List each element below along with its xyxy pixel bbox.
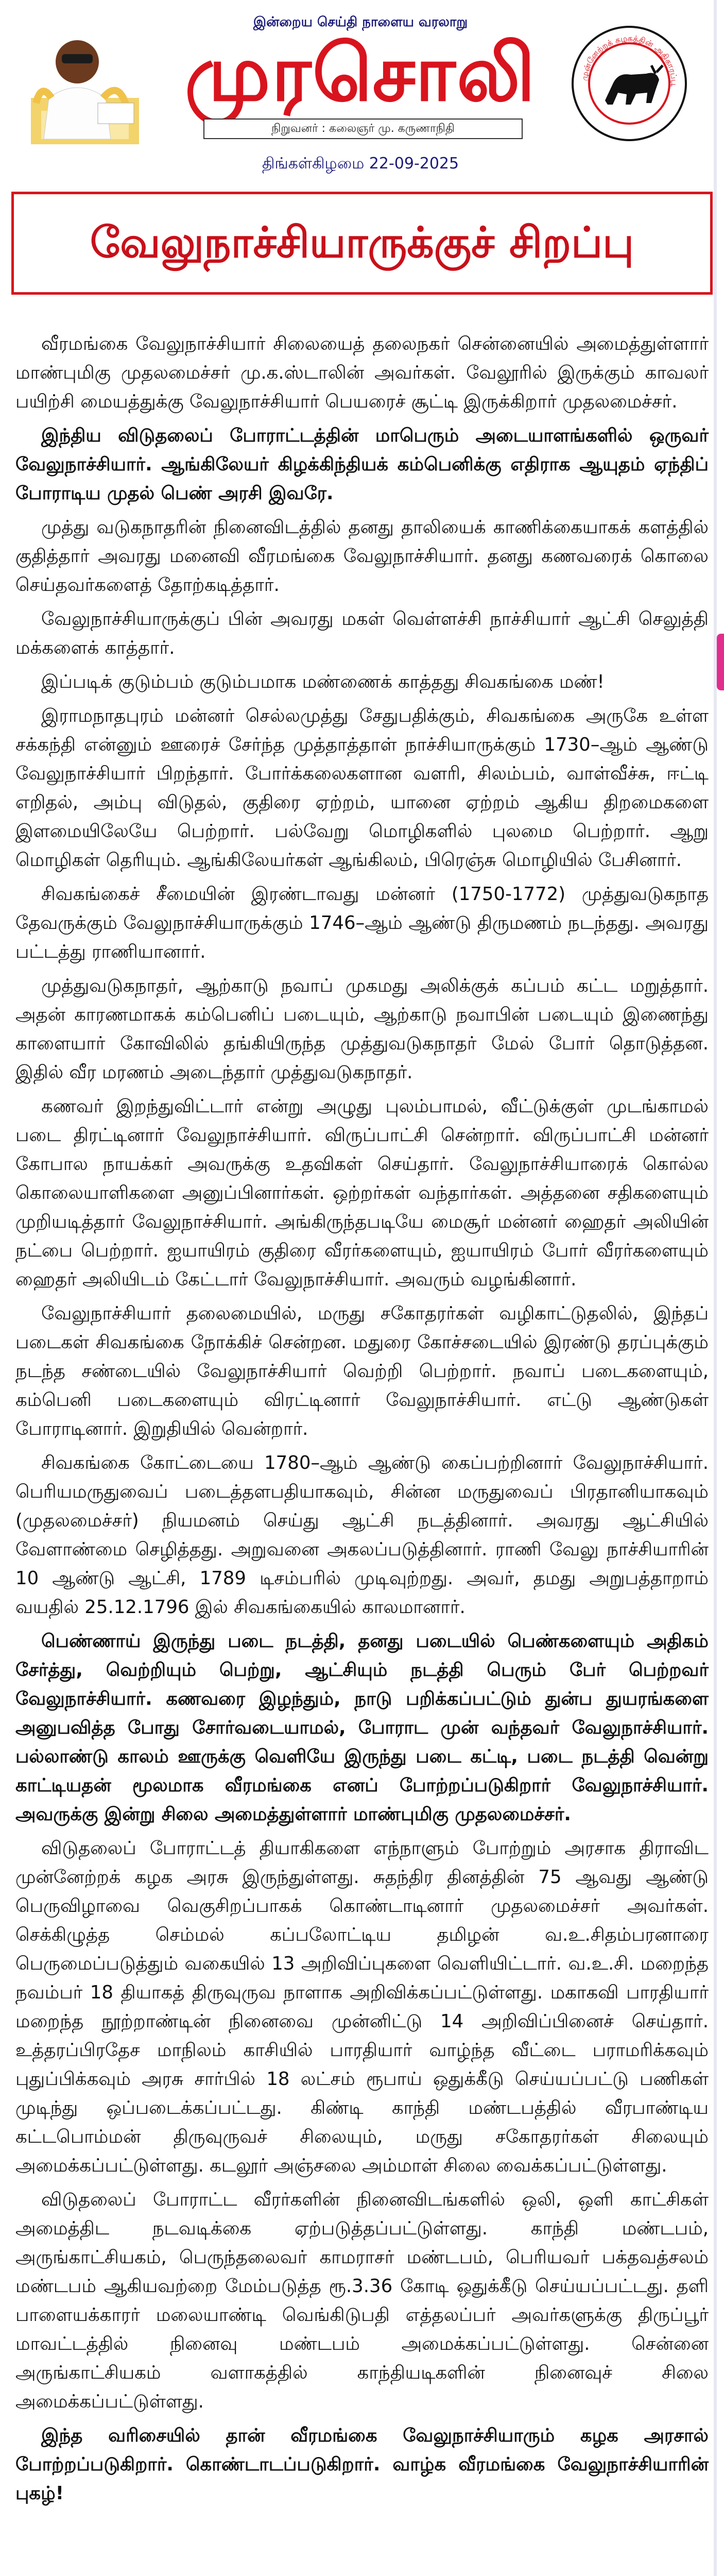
article-paragraph: இப்படிக் குடும்பம் குடும்பமாக மண்ணைக் காத்தது சிவகங்கை மண்!: [41, 671, 605, 692]
article-paragraph: பெண்ணாய் இருந்து படை நடத்தி, தனது படையில் பெண்களையும் அதிகம் சேர்த்து, வெற்றியும் பெற்று, ஆட்சியும் நடத்தி பெரும் பேர் பெற்றவர் வேலுநாச்சியார். கணவரை இழந்தும், நாடு பறிக்கப்பட்டும் துன்ப துயரங்களை அனுபவித்த போது சோர்வடையாமல், போராட முன் வந்தவர் வேலுநாச்சியார். பல்லாண்டு காலம் ஊருக்கு வெளியே இருந்து படை கட்டி, படை நடத்தி வென்று காட்டியதன் மூலமாக வீரமங்கை எனப் போற்றப்படுகிறார் வேலுநாச்சியார். அவருக்கு இன்று சிலை அமைத்துள்ளார் மாண்புமிகு முதலமைச்சர்.: [15, 1631, 709, 1825]
headline: வேலுநாச்சியாருக்குச் சிறப்பு: [90, 218, 634, 267]
article-paragraph: கணவர் இறந்துவிட்டார் என்று அழுது புலம்பாமல், வீட்டுக்குள் முடங்காமல் படை திரட்டினார் வேலுநாச்சியார். விருப்பாட்சி சென்றார். விருப்பாட்சி மன்னர் கோபால நாயக்கர் அவருக்கு உதவிகள் செய்தார். வேலுநாச்சியாரைக் கொல்ல கொலையாளிகளை அனுப்பினார்கள். ஒற்றர்கள் வந்தார்கள். அத்தனை சதிகளையும் முறியடித்தார் வேலுநாச்சியார். அங்கிருந்தபடியே மைசூர் மன்னர் ஹைதர் அலியின் நட்பை பெற்றார். ஐயாயிரம் குதிரை வீரர்களையும், ஐயாயிரம் போர் வீரர்களையும் ஹைதர் அலியிடம் கேட்டார் வேலுநாச்சியார். அவரும் வழங்கினார்.: [15, 1096, 709, 1290]
article-paragraph: இந்த வரிசையில் தான் வீரமங்கை வேலுநாச்சியாரும் கழக அரசால் போற்றப்படுகிறார். கொண்டாடப்படுகிறார். வாழ்க வீரமங்கை வேலுநாச்சியாரின் புகழ்!: [15, 2425, 709, 2504]
article-paragraph: இந்திய விடுதலைப் போராட்டத்தின் மாபெரும் அடையாளங்களில் ஒருவர் வேலுநாச்சியார். ஆங்கிலேயர் கிழக்கிந்தியக் கம்பெனிக்கு எதிராக ஆயுதம் ஏந்திப் போராடிய முதல் பெண் அரசி இவரே.: [15, 425, 709, 504]
article-paragraph: சிவகங்கை கோட்டையை 1780–ஆம் ஆண்டு கைப்பற்றினார் வேலுநாச்சியார். பெரியமருதுவைப் படைத்தளபதியாகவும், சின்ன மருதுவைப் பிரதானியாகவும் (முதலமைச்சர்) நியமனம் செய்து ஆட்சி நடத்தினார். அவரது ஆட்சியில் வேளாண்மை செழித்தது. அறுவனை அகலப்படுத்தினார். ராணி வேலு நாச்சியாரின் 10 ஆண்டு ஆட்சி, 1789 டிசம்பரில் முடிவுற்றது. அவர், தமது அறுபத்தாறாம் வயதில் 25.12.1796 இல் சிவகங்கையில் காலமானார்.: [15, 1452, 709, 1618]
right-margin-line: [714, 0, 717, 2576]
article-paragraph: சிவகங்கைச் சீமையின் இரண்டாவது மன்னர் (1750-1772) முத்துவடுகநாத தேவருக்கும் வேலுநாச்சியாருக்கும் 1746–ஆம் ஆண்டு திருமணம் நடந்தது. அவரது பட்டத்து ராணியானார்.: [15, 884, 709, 962]
article-body: [15, 330, 709, 2513]
svg-text:திராவிட முன்னேற்றக் கழகத்தின்: முன்னேற்றக் கழகத்தின் அதிகாரப்பூ: [579, 33, 680, 87]
founder-portrait: [21, 21, 149, 149]
article-paragraph: விடுதலைப் போராட்ட வீரர்களின் நினைவிடங்களில் ஒலி, ஒளி காட்சிகள் அமைத்திட நடவடிக்கை ஏற்படுத்தப்பட்டுள்ளது. காந்தி மண்டபம், அருங்காட்சியகம், பெருந்தலைவர் காமராசர் மண்டபம், பெரியவர் பக்தவத்சலம் மண்டபம் ஆகியவற்றை மேம்படுத்த ரூ.3.36 கோடி ஒதுக்கீடு செய்யப்பட்டது. தளி பாளையக்காரர் மலையாண்டி வெங்கிடுபதி எத்தலப்பர் அவர்களுக்கு திருப்பூர் மாவட்டத்தில் நினைவு மண்டபம் அமைக்கப்பட்டுள்ளது. சென்னை அருங்காட்சியகம் வளாகத்தில் காந்தியடிகளின் நினைவுச் சிலை அமைக்கப்பட்டுள்ளது.: [15, 2189, 709, 2412]
masthead-title: முரசொலி: [184, 29, 537, 118]
article-paragraph: விடுதலைப் போராட்டத் தியாகிகளை எந்நாளும் போற்றும் அரசாக திராவிட முன்னேற்றக் கழக அரசு இருந்துள்ளது. சுதந்திர தினத்தின் 75 ஆவது ஆண்டு பெருவிழாவை வெகுசிறப்பாகக் கொண்டாடினார் முதலமைச்சர் அவர்கள். செக்கிழுத்த செம்மல் கப்பலோட்டிய தமிழன் வ.உ.சிதம்பரனாரை பெருமைப்படுத்தும் வகையில் 13 அறிவிப்புகளை வெளியிட்டார். வ.உ.சி. மறைந்த நவம்பர் 18 தியாகத் திருவுருவ நாளாக அறிவிக்கப்பட்டுள்ளது. மகாகவி பாரதியார் மறைந்த நூற்றாண்டின் நினைவை முன்னிட்டு 14 அறிவிப்பினைச் செய்தார். உத்தரப்பிரதேச மாநிலம் காசியில் பாரதியார் வாழ்ந்த வீட்டை பராமரிக்கவும் புதுப்பிக்கவும் அரசு சார்பில் 18 லட்சம் ரூபாய் ஒதுக்கீடு செய்யப்பட்டு பணிகள் முடிந்து ஒப்படைக்கப்பட்டது. கிண்டி காந்தி மண்டபத்தில் வீரபாண்டிய கட்டபொம்மன் திருவுருவச் சிலையும், மருது சகோதரர்கள் சிலையும் அமைக்கப்பட்டுள்ளது. கடலூர் அஞ்சலை அம்மாள் சிலை வைக்கப்பட்டுள்ளது.: [15, 1838, 709, 2176]
article-paragraph: இராமநாதபுரம் மன்னர் செல்லமுத்து சேதுபதிக்கும், சிவகங்கை அருகே உள்ள சக்கந்தி என்னும் ஊரைச் சேர்ந்த முத்தாத்தாள் நாச்சியாருக்கும் 1730–ஆம் ஆண்டு வேலுநாச்சியார் பிறந்தார். போர்க்கலைகளான வளரி, சிலம்பம், வாள்வீச்சு, ஈட்டி எறிதல், அம்பு விடுதல், குதிரை ஏற்றம், யானை ஏற்றம் ஆகிய திறமைகளை இளமையிலேயே பெற்றார். பல்வேறு மொழிகளில் புலமை பெற்றார். ஆறு மொழிகள் தெரியும். ஆங்கிலேயர்கள் ஆங்கிலம், பிரெஞ்சு மொழியில் பேசினார்.: [15, 705, 709, 871]
article-paragraph: வேலுநாச்சியார் தலைமையில், மருது சகோதரர்கள் வழிகாட்டுதலில், இந்தப் படைகள் சிவகங்கை நோக்கிச் சென்றன. மதுரை கோச்சடையில் இரண்டு தரப்புக்கும் நடந்த சண்டையில் வேலுநாச்சியார் வெற்றி பெற்றார். நவாப் படைகளையும், கம்பெனி படைகளையும் விரட்டினார் வேலுநாச்சியார். எட்டு ஆண்டுகள் போராடினார். இறுதியில் வென்றார்.: [15, 1303, 709, 1439]
side-tab: [717, 634, 724, 690]
issue-date: திங்கள்கிழமை 22-09-2025: [262, 155, 459, 173]
headline-box: [11, 192, 713, 295]
party-emblem: [569, 23, 690, 144]
article-paragraph: வீரமங்கை வேலுநாச்சியார் சிலையைத் தலைநகர் சென்னையில் அமைத்துள்ளார் மாண்புமிகு முதலமைச்சர் மு.க.ஸ்டாலின் அவர்கள். வேலூரில் இருக்கும் காவலர் பயிற்சி மையத்துக்கு வேலுநாச்சியார் பெயரைச் சூட்டி இருக்கிறார் முதலமைச்சர்.: [15, 333, 709, 412]
article-paragraph: முத்து வடுகநாதரின் நினைவிடத்தில் தனது தாலியைக் காணிக்கையாகக் களத்தில் குதித்தார் அவரது மனைவி வீரமங்கை வேலுநாச்சியார். தனது கணவரைக் கொலை செய்தவர்களைத் தோற்கடித்தார்.: [15, 517, 709, 596]
article-paragraph: முத்துவடுகநாதர், ஆற்காடு நவாப் முகமது அலிக்குக் கப்பம் கட்ட மறுத்தார். அதன் காரணமாகக் கம்பெனிப் படையும், ஆற்காடு நவாபின் படையும் இணைந்து காளையார் கோவிலில் தங்கியிருந்த முத்துவடுகநாதர் மேல் போர் தொடுத்தன. இதில் வீர மரணம் அடைந்தார் முத்துவடுகநாதர்.: [15, 975, 709, 1083]
founder-line: நிறுவனர் : கலைஞர் மு. கருணாநிதி: [203, 118, 523, 139]
masthead-tagline: இன்றைய செய்தி நாளைய வரலாறு: [253, 14, 468, 30]
article-paragraph: வேலுநாச்சியாருக்குப் பின் அவரது மகள் வெள்ளச்சி நாச்சியார் ஆட்சி செலுத்தி மக்களைக் காத்தார்.: [15, 608, 709, 658]
